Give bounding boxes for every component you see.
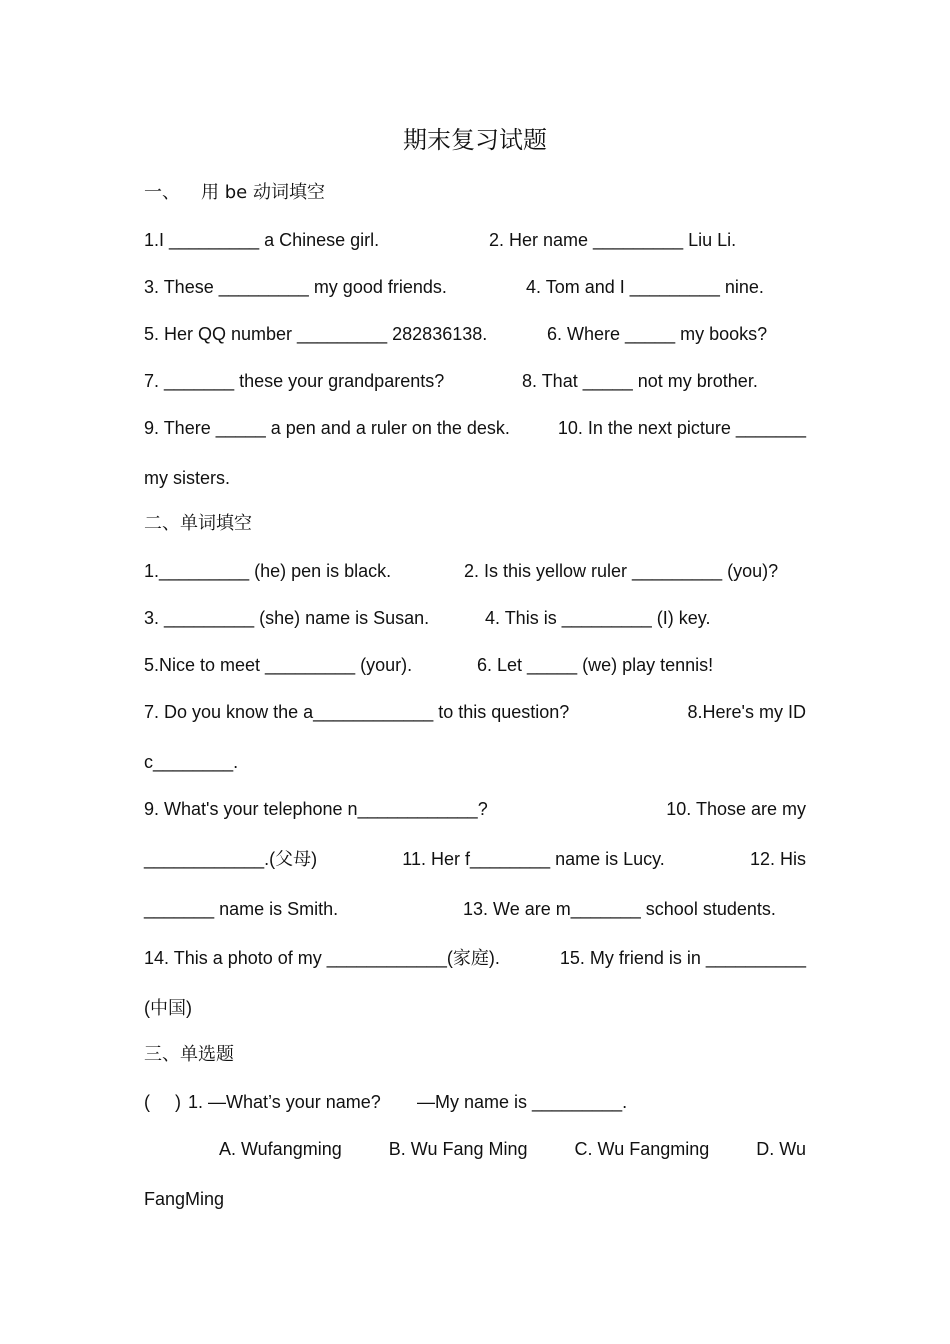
s1-question-5: 5. Her QQ number _________ 282836138.: [144, 324, 488, 344]
s2-question-14: 14. This a photo of my ____________(家庭).: [144, 948, 500, 968]
s2-row-7-8: [144, 700, 806, 724]
s1-question-1: 1.I _________ a Chinese girl.: [144, 230, 380, 250]
s2-question-8-cont: c________.: [144, 752, 239, 772]
s3-q1-question: 1. —What’s your name?: [188, 1092, 381, 1112]
s1-question-10-cont: my sisters.: [144, 468, 231, 488]
s1-question-7: 7. _______ these your grandparents?: [144, 371, 445, 391]
s2-question-2: 2. Is this yellow ruler _________ (you)?: [464, 561, 779, 581]
s2-question-3: 3. _________ (she) name is Susan.: [144, 608, 430, 628]
s3-q1-option-c: C. Wu Fangming: [574, 1139, 710, 1159]
s3-q1-paren: ( ): [144, 1092, 181, 1112]
s2-question-4: 4. This is _________ (I) key.: [485, 608, 711, 628]
s1-question-3: 3. These _________ my good friends.: [144, 277, 447, 297]
s3-q1-option-d: D. Wu: [756, 1139, 806, 1159]
s2-question-13: 13. We are m_______ school students.: [463, 899, 776, 919]
s2-question-6: 6. Let _____ (we) play tennis!: [477, 655, 714, 675]
s1-question-2: 2. Her name _________ Liu Li.: [489, 230, 737, 250]
s3-q1-options: [219, 1137, 806, 1161]
s2-question-12-cont: _______ name is Smith.: [144, 899, 339, 919]
section-2-heading: 二、单词填空: [144, 513, 252, 534]
s2-question-9: 9. What's your telephone n____________?: [144, 799, 488, 819]
s2-question-15: 15. My friend is in __________: [559, 948, 806, 968]
s1-question-4: 4. Tom and I _________ nine.: [526, 277, 764, 297]
s1-question-6: 6. Where _____ my books?: [547, 324, 768, 344]
s3-q1-option-a: A. Wufangming: [219, 1139, 342, 1159]
s2-question-12: 12. His: [749, 849, 806, 869]
s1-question-10: 10. In the next picture _______: [557, 418, 806, 438]
s3-q1-answer: —My name is _________.: [417, 1092, 628, 1112]
s2-question-7: 7. Do you know the a____________ to this question?: [144, 702, 570, 722]
section-1-heading: 用 be 动词填空: [201, 182, 325, 203]
section-1-number: 一、: [144, 182, 180, 203]
page-title: 期末复习试题: [403, 126, 547, 154]
s2-question-8: 8.Here's my ID: [687, 702, 806, 722]
s2-question-10: 10. Those are my: [666, 799, 806, 819]
s3-q1-option-b: B. Wu Fang Ming: [388, 1139, 528, 1159]
s2-question-15-cont: (中国): [144, 998, 192, 1018]
section-3-heading: 三、单选题: [144, 1044, 234, 1065]
s2-question-5: 5.Nice to meet _________ (your).: [144, 655, 413, 675]
s2-question-10-cont: ____________.(父母): [144, 849, 318, 869]
s2-question-1: 1._________ (he) pen is black.: [144, 561, 392, 581]
s1-row-9-10: [144, 416, 806, 440]
s1-question-9: 9. There _____ a pen and a ruler on the desk.: [144, 418, 510, 438]
s1-question-8: 8. That _____ not my brother.: [522, 371, 758, 391]
s2-question-11: 11. Her f________ name is Lucy.: [402, 849, 665, 869]
s2-row-14-15: [144, 946, 806, 970]
s2-row-9-10: [144, 797, 806, 821]
s2-row-10-12: [144, 847, 806, 871]
s3-q1-option-d-cont: FangMing: [144, 1189, 225, 1209]
